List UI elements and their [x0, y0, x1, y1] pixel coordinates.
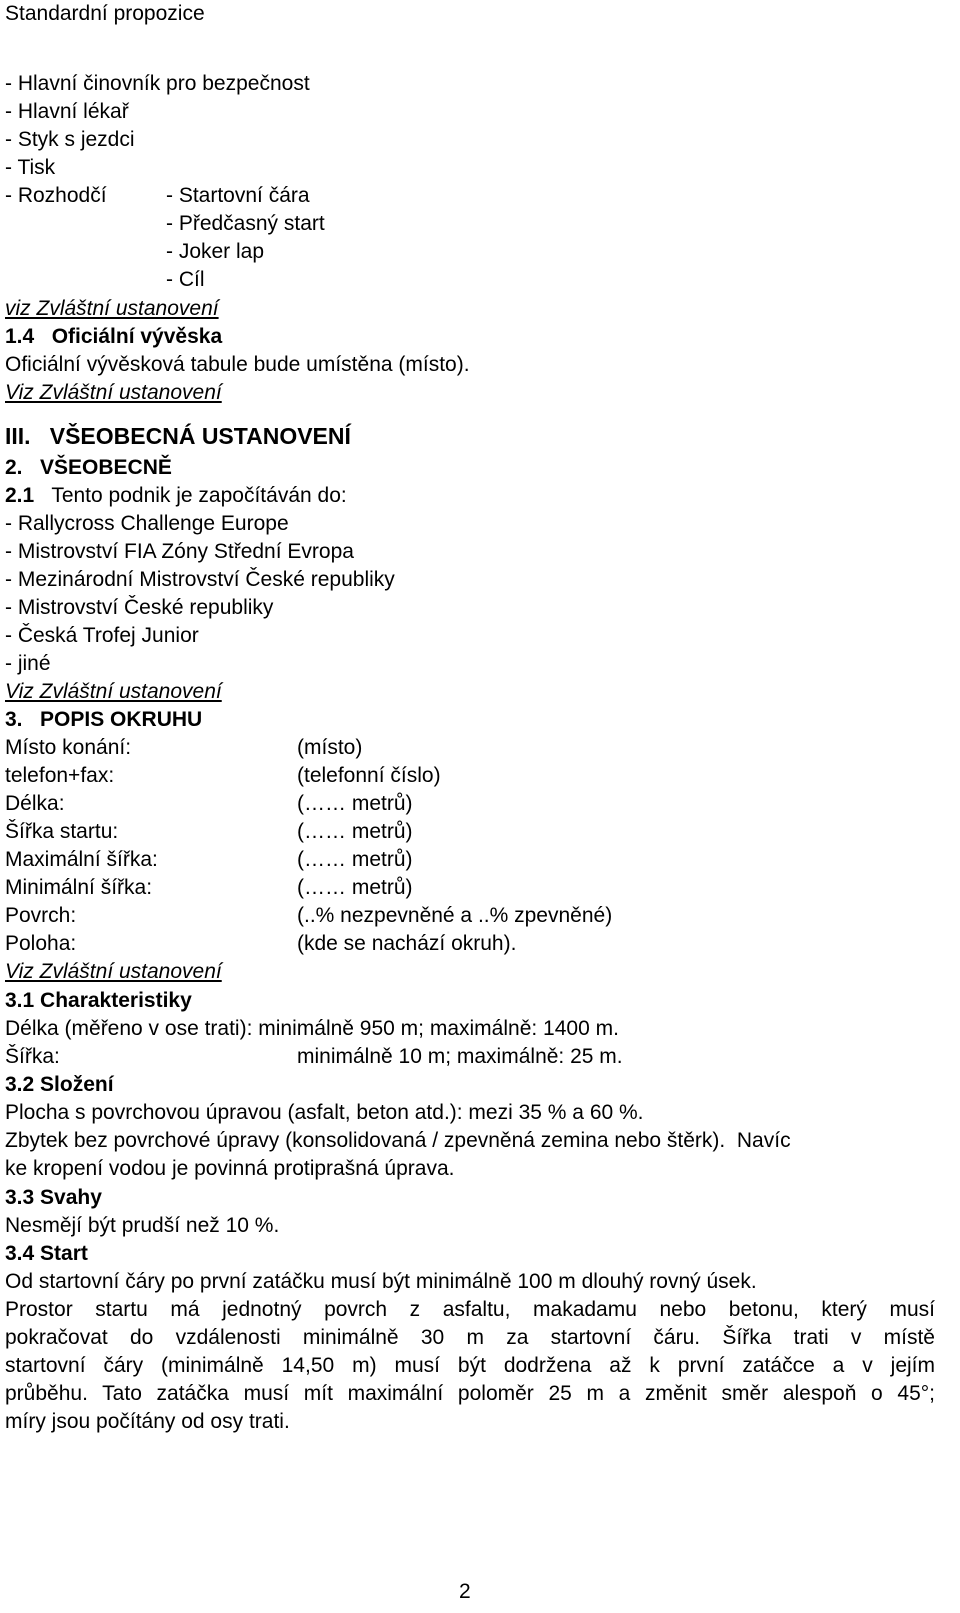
track-heading: 3. POPIS OKRUHU [5, 708, 203, 731]
track-row [5, 764, 441, 788]
track-row [5, 820, 413, 844]
track-row-label: Délka: [5, 792, 65, 815]
board-text: Oficiální vývěsková tabule bude umístěna (místo). [5, 353, 470, 376]
track-row [5, 736, 363, 760]
track-row [5, 904, 613, 928]
judge-item: - Cíl [166, 268, 205, 291]
track-row [5, 848, 413, 872]
slopes-text: Nesmějí být prudší než 10 %. [5, 1214, 280, 1237]
width-value: minimálně 10 m; maximálně: 25 m. [297, 1045, 623, 1068]
track-row-value: (místo) [297, 736, 363, 759]
general-heading: 2. VŠEOBECNĚ [5, 456, 172, 479]
slopes-heading: 3.3 Svahy [5, 1186, 102, 1209]
subheading-number: 2.1 [5, 484, 35, 507]
track-row [5, 932, 517, 956]
track-row [5, 792, 413, 816]
special-provisions-link[interactable]: Viz Zvláštní ustanovení [5, 381, 222, 404]
start-text-line: startovní čáry (minimálně 14,50 m) musí být dodržena až k první zatáčce a v jejím [5, 1354, 935, 1377]
page-number: 2 [459, 1580, 471, 1603]
track-row [5, 876, 413, 900]
subheading-text: Tento podnik je započítáván do: [51, 484, 347, 507]
length-label: Délka (měřeno v ose trati): [5, 1017, 253, 1040]
track-row-value: (telefonní číslo) [297, 764, 441, 787]
width-row [5, 1045, 623, 1069]
length-value: minimálně 950 m; maximálně: 1400 m. [258, 1017, 619, 1040]
composition-text: Zbytek bez povrchové úpravy (konsolidovaná / zpevněná zemina nebo štěrk). Navíc [5, 1129, 791, 1152]
track-row-value: (…… metrů) [297, 792, 413, 815]
track-row-value: (…… metrů) [297, 848, 413, 871]
championship-item: - Mezinárodní Mistrovství České republiky [5, 568, 395, 591]
special-provisions-link[interactable]: Viz Zvláštní ustanovení [5, 680, 222, 703]
start-text-line: míry jsou počítány od osy trati. [5, 1410, 290, 1433]
official-item: - Hlavní lékař [5, 100, 129, 123]
section-heading: III. VŠEOBECNÁ USTANOVENÍ [5, 423, 351, 449]
official-item: - Hlavní činovník pro bezpečnost [5, 72, 310, 95]
track-row-label: telefon+fax: [5, 764, 115, 787]
track-row-value: (..% nezpevněné a ..% zpevněné) [297, 904, 613, 927]
track-row-value: (…… metrů) [297, 820, 413, 843]
judge-item: - Startovní čára [166, 184, 310, 207]
track-row-value: (kde se nachází okruh). [297, 932, 517, 955]
official-item: - Tisk [5, 156, 56, 179]
championship-item: - jiné [5, 652, 51, 675]
length-row [5, 1017, 619, 1041]
start-text-line: Od startovní čáry po první zatáčku musí být minimálně 100 m dlouhý rovný úsek. [5, 1270, 757, 1293]
special-provisions-link[interactable]: Viz Zvláštní ustanovení [5, 960, 222, 983]
document-title: Standardní propozice [5, 2, 205, 25]
official-item: - Styk s jezdci [5, 128, 135, 151]
track-row-value: (…… metrů) [297, 876, 413, 899]
start-heading: 3.4 Start [5, 1242, 88, 1265]
championship-item: - Mistrovství FIA Zóny Střední Evropa [5, 540, 354, 563]
championship-item: - Mistrovství České republiky [5, 596, 274, 619]
special-provisions-link[interactable]: viz Zvláštní ustanovení [5, 297, 219, 320]
championship-item: - Česká Trofej Junior [5, 624, 199, 647]
characteristics-heading: 3.1 Charakteristiky [5, 989, 192, 1012]
championship-item: - Rallycross Challenge Europe [5, 512, 289, 535]
judge-item: - Předčasný start [166, 212, 325, 235]
track-row-label: Šířka startu: [5, 820, 119, 843]
width-label: Šířka: [5, 1045, 60, 1068]
judge-label: - Rozhodčí [5, 184, 107, 207]
track-row-label: Místo konání: [5, 736, 132, 759]
composition-text: Plocha s povrchovou úpravou (asfalt, beton atd.): mezi 35 % a 60 %. [5, 1101, 644, 1124]
judge-item: - Joker lap [166, 240, 265, 263]
track-row-label: Poloha: [5, 932, 77, 955]
start-text-line: pokračovat do vzdálenosti minimálně 30 m za startovní čáru. Šířka trati v místě [5, 1326, 935, 1349]
composition-heading: 3.2 Složení [5, 1073, 114, 1096]
start-text-line: Prostor startu má jednotný povrch z asfaltu, makadamu nebo betonu, který musí [5, 1298, 935, 1321]
general-subheading [5, 484, 347, 508]
track-row-label: Povrch: [5, 904, 77, 927]
start-text-line: průběhu. Tato zatáčka musí mít maximální poloměr 25 m a změnit směr alespoň o 45°; [5, 1382, 935, 1405]
track-row-label: Maximální šířka: [5, 848, 158, 871]
board-heading: 1.4 Oficiální vývěska [5, 325, 223, 348]
composition-text: ke kropení vodou je povinná protiprašná úprava. [5, 1157, 455, 1180]
track-row-label: Minimální šířka: [5, 876, 153, 899]
